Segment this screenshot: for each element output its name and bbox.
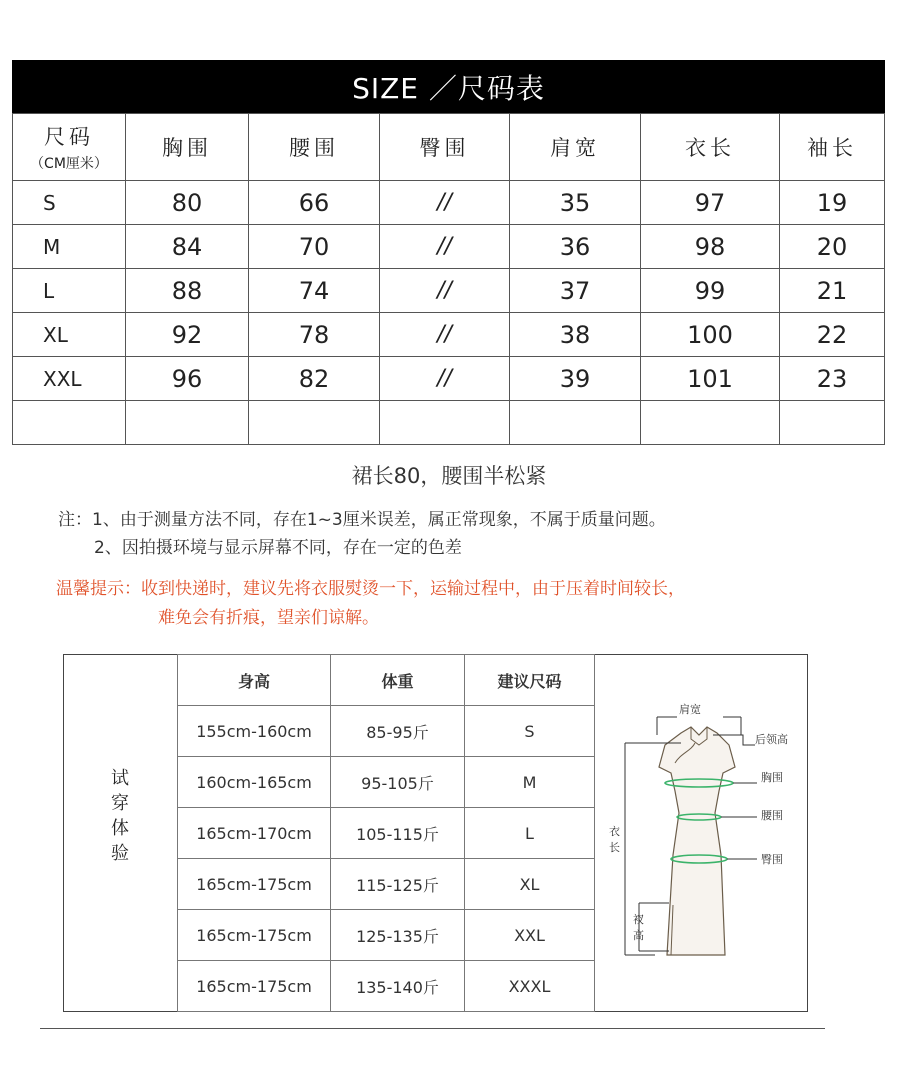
bust-cell: 92 — [126, 313, 249, 357]
fit-size-cell: S — [465, 706, 595, 757]
shoulder-cell: 37 — [510, 269, 641, 313]
table-row — [178, 706, 595, 757]
table-row — [13, 313, 885, 357]
bust-cell: 96 — [126, 357, 249, 401]
header-waist-label: 腰围 — [289, 136, 339, 160]
header-shoulder — [510, 114, 641, 181]
fit-size-cell: M — [465, 757, 595, 808]
size-cell: XXL — [13, 357, 126, 401]
size-cell: M — [13, 225, 126, 269]
bust-cell: 84 — [126, 225, 249, 269]
fit-table — [177, 654, 595, 1012]
fit-height-cell: 165cm-175cm — [178, 910, 331, 961]
header-length-label: 衣长 — [685, 136, 735, 160]
fit-weight-cell: 95-105斤 — [331, 757, 465, 808]
header-shoulder-label: 肩宽 — [550, 136, 600, 160]
length-cell: 98 — [641, 225, 780, 269]
size-chart-title: SIZE ／尺码表 — [12, 60, 885, 113]
table-row — [13, 357, 885, 401]
header-hip — [380, 114, 510, 181]
diagram-label-hip: 臀围 — [761, 853, 783, 866]
bottom-divider — [40, 1028, 825, 1029]
waist-cell: 66 — [249, 181, 380, 225]
length-cell: 100 — [641, 313, 780, 357]
note-measurement: 注：1、由于测量方法不同，存在1~3厘米误差，属正常现象，不属于质量问题。 — [58, 510, 666, 530]
empty-cell — [780, 401, 885, 445]
table-row — [178, 808, 595, 859]
diagram-label-length-2: 长 — [609, 841, 620, 854]
sleeve-cell: 22 — [780, 313, 885, 357]
fit-height-cell: 165cm-175cm — [178, 859, 331, 910]
fit-height-cell: 165cm-170cm — [178, 808, 331, 859]
waist-cell: 74 — [249, 269, 380, 313]
diagram-label-waist: 腰围 — [761, 809, 783, 822]
shoulder-cell: 39 — [510, 357, 641, 401]
size-chart-table — [12, 113, 885, 445]
sleeve-cell: 20 — [780, 225, 885, 269]
diagram-label-length-1: 衣 — [609, 825, 620, 838]
fit-weight-cell: 85-95斤 — [331, 706, 465, 757]
length-cell: 99 — [641, 269, 780, 313]
header-size — [13, 114, 126, 181]
dress-outline — [659, 727, 735, 955]
table-row — [13, 269, 885, 313]
fit-header-height: 身高 — [178, 655, 331, 706]
table-row — [13, 181, 885, 225]
note-color: 2、因拍摄环境与显示屏幕不同，存在一定的色差 — [94, 538, 462, 558]
sleeve-cell: 19 — [780, 181, 885, 225]
skirt-note: 裙长80，腰围半松紧 — [351, 464, 547, 488]
fit-side-char: 穿 — [111, 793, 129, 814]
size-cell: L — [13, 269, 126, 313]
table-row — [178, 910, 595, 961]
header-bust — [126, 114, 249, 181]
size-cell: S — [13, 181, 126, 225]
fit-size-cell: XL — [465, 859, 595, 910]
fit-size-cell: XXL — [465, 910, 595, 961]
header-unit: （CM厘米） — [30, 156, 108, 172]
header-sleeve — [780, 114, 885, 181]
fit-header-weight: 体重 — [331, 655, 465, 706]
size-cell: XL — [13, 313, 126, 357]
hip-cell: // — [380, 225, 510, 269]
tip-line-1: 温馨提示：收到快递时，建议先将衣服熨烫一下，运输过程中，由于压着时间较长， — [56, 579, 685, 599]
hip-cell: // — [380, 181, 510, 225]
diagram-label-shoulder: 肩宽 — [679, 703, 701, 716]
fit-header-size: 建议尺码 — [465, 655, 595, 706]
empty-row — [13, 401, 885, 445]
measurement-diagram — [595, 655, 805, 1009]
length-cell: 97 — [641, 181, 780, 225]
fit-side-char: 试 — [111, 768, 129, 789]
sleeve-cell: 23 — [780, 357, 885, 401]
header-bust-label: 胸围 — [162, 136, 212, 160]
waist-cell: 70 — [249, 225, 380, 269]
empty-cell — [641, 401, 780, 445]
waist-cell: 82 — [249, 357, 380, 401]
empty-cell — [510, 401, 641, 445]
fit-height-cell: 165cm-175cm — [178, 961, 331, 1012]
fit-side-label — [110, 766, 130, 866]
fit-weight-cell: 135-140斤 — [331, 961, 465, 1012]
header-size-label: 尺码 — [44, 125, 94, 149]
table-row — [13, 225, 885, 269]
header-sleeve-label: 袖长 — [807, 136, 857, 160]
fit-height-cell: 155cm-160cm — [178, 706, 331, 757]
empty-cell — [249, 401, 380, 445]
diagram-label-collar: 后领高 — [755, 733, 788, 746]
sleeve-cell: 21 — [780, 269, 885, 313]
tip-line-2: 难免会有折痕，望亲们谅解。 — [158, 608, 379, 628]
empty-cell — [13, 401, 126, 445]
fit-header-row — [178, 655, 595, 706]
diagram-label-slit-2: 高 — [633, 929, 644, 942]
fit-weight-cell: 105-115斤 — [331, 808, 465, 859]
bust-cell: 88 — [126, 269, 249, 313]
table-row — [178, 757, 595, 808]
length-cell: 101 — [641, 357, 780, 401]
hip-cell: // — [380, 313, 510, 357]
waist-cell: 78 — [249, 313, 380, 357]
fit-side-char: 体 — [111, 818, 129, 839]
empty-cell — [126, 401, 249, 445]
fit-weight-cell: 125-135斤 — [331, 910, 465, 961]
bust-cell: 80 — [126, 181, 249, 225]
diagram-label-bust: 胸围 — [761, 771, 783, 784]
shoulder-cell: 35 — [510, 181, 641, 225]
fit-weight-cell: 115-125斤 — [331, 859, 465, 910]
diagram-label-slit-1: 衩 — [633, 913, 644, 926]
fit-size-cell: L — [465, 808, 595, 859]
header-waist — [249, 114, 380, 181]
empty-cell — [380, 401, 510, 445]
header-hip-label: 臀围 — [419, 136, 470, 160]
fit-side-char: 验 — [111, 843, 129, 864]
fit-height-cell: 160cm-165cm — [178, 757, 331, 808]
shoulder-cell: 36 — [510, 225, 641, 269]
size-chart-header-row — [13, 114, 885, 181]
table-row — [178, 961, 595, 1012]
header-length — [641, 114, 780, 181]
table-row — [178, 859, 595, 910]
fit-size-cell: XXXL — [465, 961, 595, 1012]
hip-cell: // — [380, 269, 510, 313]
hip-cell: // — [380, 357, 510, 401]
shoulder-cell: 38 — [510, 313, 641, 357]
